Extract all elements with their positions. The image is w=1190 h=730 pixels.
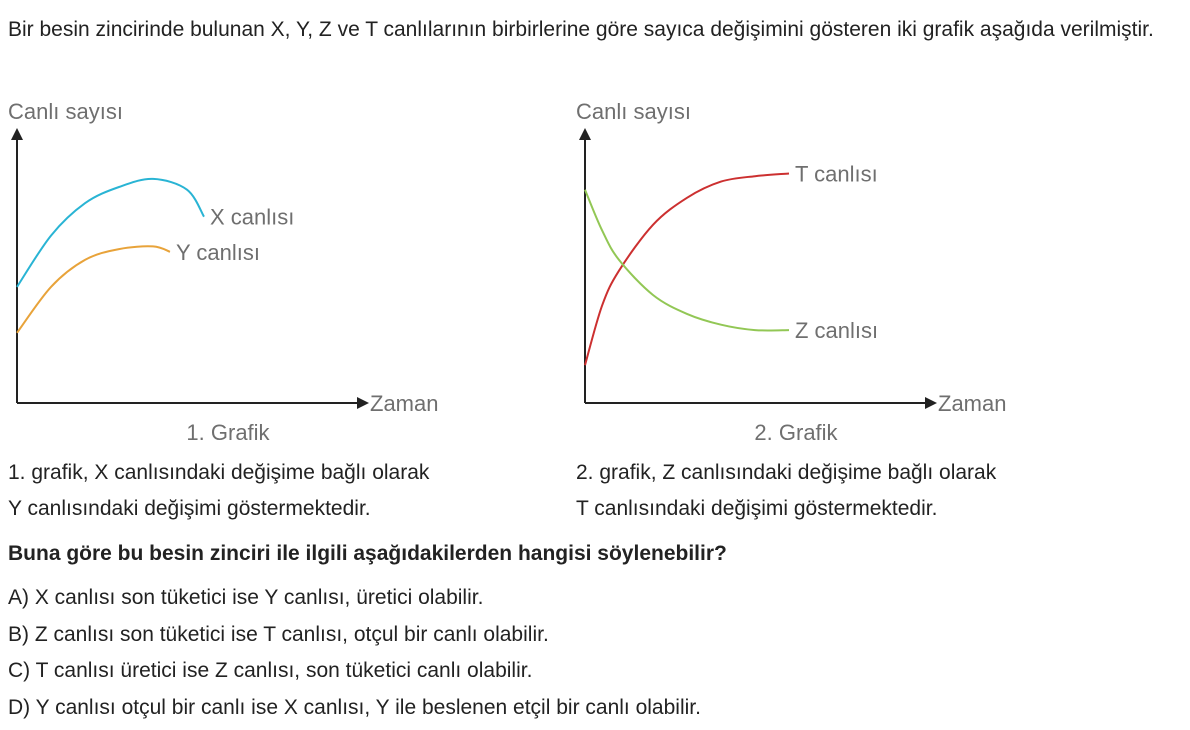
graph-2-x-axis-arrow-icon: [925, 397, 937, 409]
graph-1-x-axis-arrow-icon: [357, 397, 369, 409]
graph-1-svg: [0, 96, 470, 448]
statement-graph-2: [576, 455, 1136, 527]
graph-1: [0, 96, 470, 448]
answer-options: [8, 580, 701, 726]
graph-1-series-y-line: [17, 246, 170, 333]
graph-1-caption: 1. Grafik: [186, 420, 270, 445]
graph-2-series-t-label: T canlısı: [795, 161, 878, 187]
statement-1-line-2: Y canlısındaki değişimi göstermektedir.: [8, 497, 371, 520]
graph-2-series-z-line: [585, 190, 789, 331]
statement-graph-1: [8, 455, 548, 527]
graph-1-xlabel: Zaman: [370, 391, 439, 416]
question-prompt: Buna göre bu besin zinciri ile ilgili aşağıdakilerden hangisi söylenebilir?: [8, 542, 727, 565]
option-d[interactable]: D) Y canlısı otçul bir canlı ise X canlısı, Y ile beslenen etçil bir canlı olabilir.: [8, 695, 701, 719]
graph-2: [568, 96, 1038, 448]
question-intro: Bir besin zincirinde bulunan X, Y, Z ve T canlılarının birbirlerine göre sayıca değişimini gösteren iki grafik aşağıda verilmiştir.: [8, 18, 1154, 41]
graph-1-y-axis-arrow-icon: [11, 128, 23, 140]
graph-2-svg: [568, 96, 1038, 448]
statement-2-line-1: 2. grafik, Z canlısındaki değişime bağlı olarak: [576, 461, 997, 484]
graph-2-series-z-label: Z canlısı: [795, 318, 879, 344]
graph-1-series-x-line: [17, 179, 204, 287]
option-a[interactable]: A) X canlısı son tüketici ise Y canlısı, üretici olabilir.: [8, 586, 484, 609]
graph-1-series-x-label: X canlısı: [210, 204, 295, 230]
statement-1-line-1: 1. grafik, X canlısındaki değişime bağlı olarak: [8, 461, 430, 484]
graph-2-xlabel: Zaman: [938, 391, 1007, 416]
graph-1-series-y-label: Y canlısı: [176, 239, 260, 265]
option-b[interactable]: B) Z canlısı son tüketici ise T canlısı, otçul bir canlı olabilir.: [8, 622, 549, 646]
graph-2-ylabel: Canlı sayısı: [576, 99, 691, 124]
graph-2-y-axis-arrow-icon: [579, 128, 591, 140]
graph-2-series-t-line: [585, 174, 789, 366]
statement-2-line-2: T canlısındaki değişimi göstermektedir.: [576, 497, 938, 520]
graph-2-caption: 2. Grafik: [754, 420, 838, 445]
graph-1-ylabel: Canlı sayısı: [8, 99, 123, 124]
option-c[interactable]: C) T canlısı üretici ise Z canlısı, son tüketici canlı olabilir.: [8, 659, 533, 682]
